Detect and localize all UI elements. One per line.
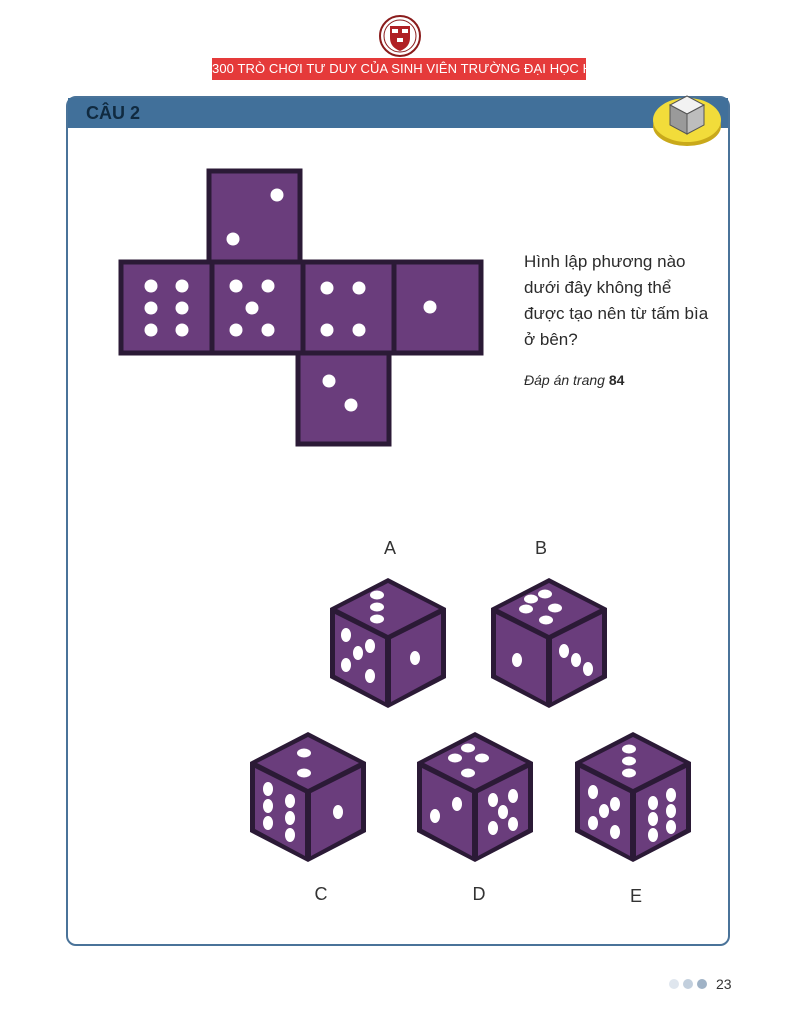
- die-option-c[interactable]: [246, 728, 370, 866]
- option-label-a: A: [383, 538, 396, 558]
- net-face-four: [303, 262, 394, 353]
- cube-net: [118, 168, 484, 448]
- option-label-d: D: [472, 884, 486, 904]
- option-label-b: B: [534, 538, 547, 558]
- page-dots-icon: [668, 978, 718, 990]
- net-face-two-top: [209, 171, 300, 262]
- option-label-e: E: [629, 886, 642, 906]
- question-text: Hình lập phương nào dưới đây không thể được tạo nên từ tấm bìa ở bên?: [524, 252, 709, 349]
- harvard-crest-icon: [378, 14, 422, 58]
- question-header-bar: [68, 98, 728, 128]
- answer-page: 84: [608, 372, 625, 388]
- die-option-d[interactable]: [413, 728, 537, 866]
- die-option-e[interactable]: [571, 728, 695, 866]
- net-face-one: [394, 262, 481, 353]
- die-option-a[interactable]: [326, 574, 450, 712]
- book-banner: 300 TRÒ CHƠI TƯ DUY CỦA SINH VIÊN TRƯỜNG ĐẠI HỌC HARVARD: [212, 58, 586, 80]
- cube-badge-icon: [650, 86, 724, 150]
- net-face-six: [121, 262, 212, 353]
- answer-reference: [524, 372, 624, 388]
- page-number: 23: [716, 976, 732, 992]
- net-face-two-bottom: [298, 353, 389, 444]
- net-face-five: [212, 262, 303, 353]
- question-title: CÂU 2: [86, 103, 141, 123]
- option-label-c: C: [314, 884, 328, 904]
- answer-prefix: Đáp án trang: [524, 372, 609, 388]
- die-option-b[interactable]: [487, 574, 611, 712]
